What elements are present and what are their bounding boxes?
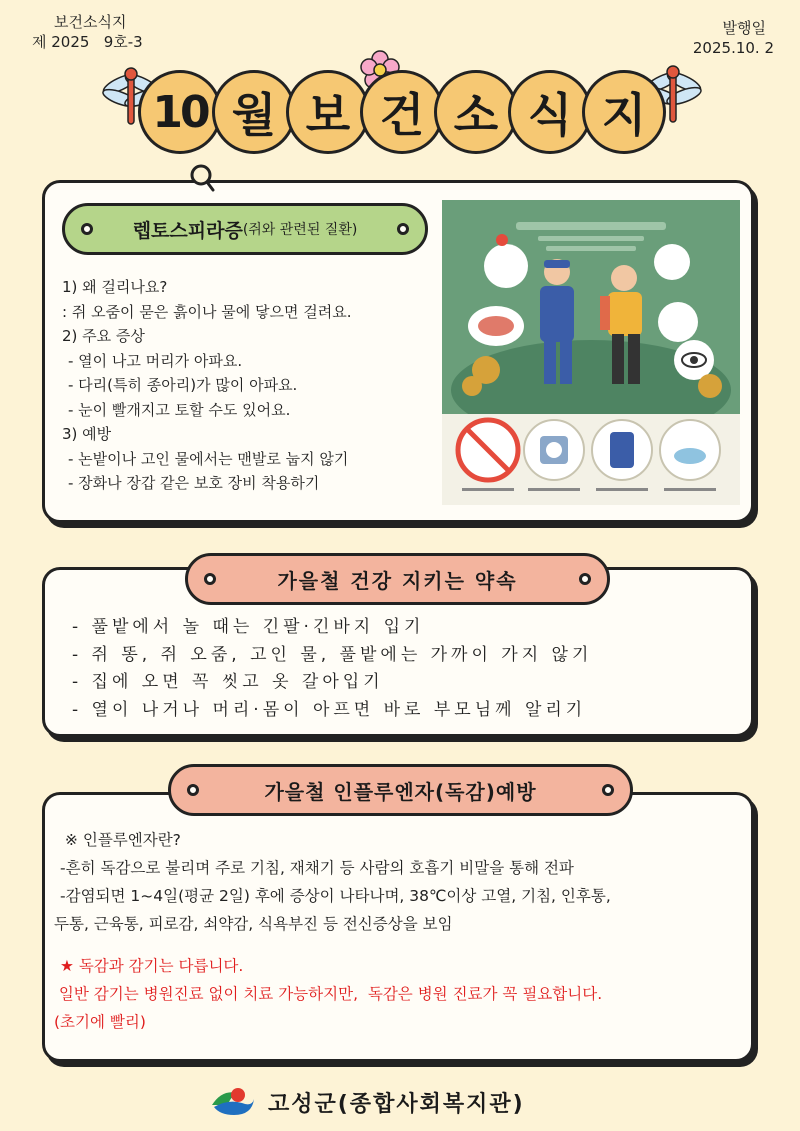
title-char: 보 [286,70,370,154]
title-char: 식 [508,70,592,154]
influenza-body [54,826,744,1036]
issue-info [32,12,143,52]
body-line: 두통, 근육통, 피로감, 쇠약감, 식욕부진 등 전신증상을 보임 [54,915,453,933]
warning-line: ★ 독감과 감기는 다릅니다. [60,957,244,975]
body-line: 1) 왜 걸리나요? [62,278,168,296]
title-char: 월 [212,70,296,154]
influenza-question: ※ 인플루엔자란? [60,831,181,849]
publish-date: 2025.10. 2 [692,39,774,57]
goseong-county-logo-icon [208,1085,258,1119]
dot-icon [204,573,216,585]
body-line: 2) 주요 증상 [62,327,145,345]
title-char: 소 [434,70,518,154]
body-line: - 논밭이나 고인 물에서는 맨발로 눕지 않기 [68,449,349,468]
dot-icon [81,223,93,235]
title-char: 10 [138,70,222,154]
warning-line: 일반 감기는 병원진료 없이 치료 가능하지만, 독감은 병원 진료가 꼭 필요합니다. [54,985,603,1003]
body-line: -흔히 독감으로 불리며 주로 기침, 재채기 등 사람의 호흡기 비말을 통해 전파 [60,859,574,877]
page-title [130,70,670,162]
body-line: - 열이 나고 머리가 아파요. [68,351,243,370]
body-line: - 눈이 빨개지고 토할 수도 있어요. [68,400,291,419]
body-line: 3) 예방 [62,425,112,443]
warning-line: (초기에 빨리) [54,1013,146,1031]
publish-date-block [693,18,774,58]
body-line: - 집에 오면 꼭 씻고 옷 갈아입기 [72,672,384,692]
body-line: - 장화나 장갑 같은 보호 장비 착용하기 [68,474,320,492]
title-char: 지 [582,70,666,154]
dot-icon [579,573,591,585]
autumn-health-body [72,614,592,724]
body-line: - 쥐 똥, 쥐 오줌, 고인 물, 풀밭에는 가까이 가지 않기 [72,644,593,665]
title-char: 건 [360,70,444,154]
leptospirosis-title: 렙토스피라증 [132,219,243,242]
dot-icon [187,784,199,796]
publication-name: 보건소식지 [54,13,127,31]
dot-icon [397,223,409,235]
body-line: : 쥐 오줌이 묻은 흙이나 물에 닿으면 걸려요. [62,302,352,321]
autumn-health-title: 가을철 건강 지키는 약속 [277,568,518,593]
footer [208,1082,525,1122]
footer-organization: 고성군(종합사회복지관) [268,1091,525,1117]
leptospirosis-body [62,275,422,496]
influenza-title-pill [168,764,633,816]
publish-date-label: 발행일 [722,19,766,37]
body-line: - 다리(특히 종아리)가 많이 아파요. [68,376,298,394]
body-line: - 열이 나거나 머리·몸이 아프면 바로 부모님께 알리기 [72,699,587,720]
autumn-health-title-pill [185,553,610,605]
influenza-title: 가을철 인플루엔자(독감)예방 [264,779,537,804]
magnifier-icon [188,163,216,193]
dot-icon [602,784,614,796]
leptospirosis-poster-illustration [442,200,740,505]
body-line: -감염되면 1~4일(평균 2일) 후에 증상이 나타나며, 38℃이상 고열, 기침, 인후통, [60,887,611,905]
leptospirosis-title-pill [62,203,428,255]
leptospirosis-subtitle: (쥐와 관련된 질환) [242,222,358,238]
issue-number: 제 2025 9호-3 [32,33,143,51]
body-line: - 풀밭에서 놀 때는 긴팔·긴바지 입기 [72,617,425,637]
